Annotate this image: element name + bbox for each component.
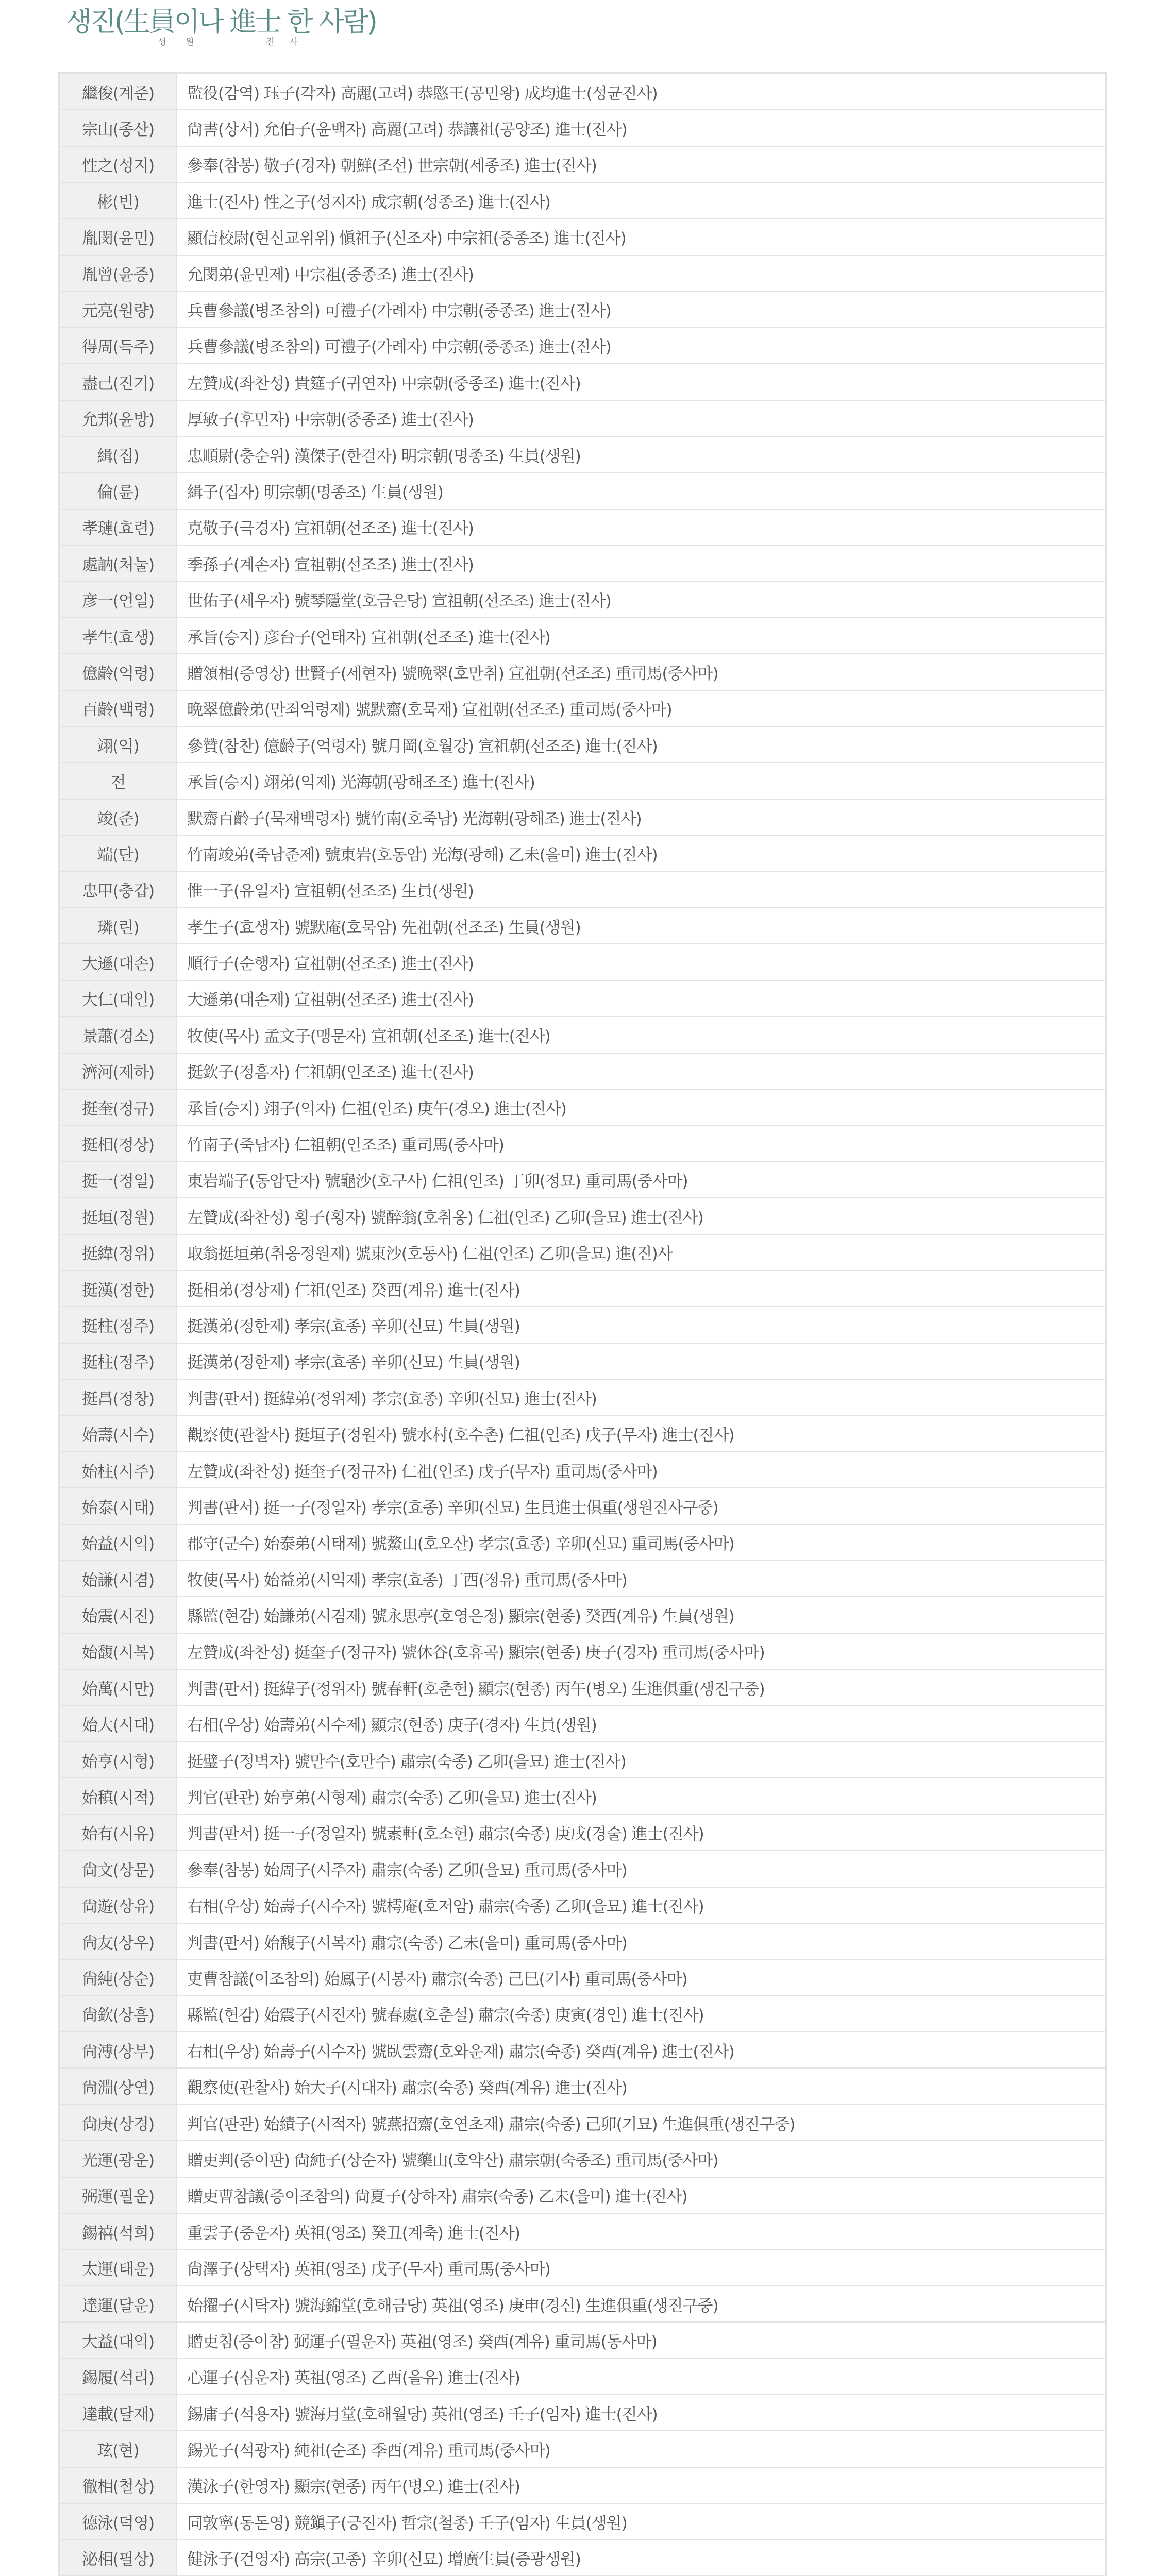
- person-name-cell: 尙遊(상유): [60, 1887, 176, 1923]
- table-row: [60, 581, 1106, 617]
- person-description-cell: 漢泳子(한영자) 顯宗(현종) 丙午(병오) 進士(진사): [176, 2467, 1106, 2503]
- person-description-cell: 進士(진사) 性之子(성지자) 成宗朝(성종조) 進士(진사): [176, 182, 1106, 218]
- table-row: [60, 1633, 1106, 1669]
- person-name-cell: 挺昌(정창): [60, 1379, 176, 1415]
- table-row: [60, 328, 1106, 364]
- person-description-cell: 牧使(목사) 孟文子(맹문자) 宣祖朝(선조조) 進士(진사): [176, 1016, 1106, 1053]
- table-row: [60, 2141, 1106, 2177]
- person-name-cell: 始有(시유): [60, 1815, 176, 1851]
- table-row: [60, 944, 1106, 980]
- person-description-cell: 觀察使(관찰사) 挺垣子(정원자) 號水村(호수촌) 仁祖(인조) 戊子(무자) 進士(진사): [176, 1415, 1106, 1451]
- person-name-cell: 元亮(원량): [60, 291, 176, 327]
- person-name-cell: 尙淵(상연): [60, 2068, 176, 2104]
- table-row: [60, 1307, 1106, 1343]
- table-row: [60, 2359, 1106, 2395]
- person-description-cell: 挺璧子(정벽자) 號만수(호만수) 肅宗(숙종) 乙卯(을묘) 進士(진사): [176, 1742, 1106, 1778]
- person-description-cell: 判書(판서) 始馥子(시복자) 肅宗(숙종) 乙未(을미) 重司馬(중사마): [176, 1923, 1106, 1959]
- ruby-annotation: 진: [266, 37, 275, 47]
- person-description-cell: 判書(판서) 挺一子(정일자) 號素軒(호소헌) 肅宗(숙종) 庚戌(경술) 進士(진사): [176, 1815, 1106, 1851]
- person-description-cell: 尙澤子(상택자) 英祖(영조) 戊子(무자) 重司馬(중사마): [176, 2249, 1106, 2285]
- table-row: [60, 509, 1106, 545]
- person-name-cell: 始萬(시만): [60, 1669, 176, 1705]
- ruby-annotation: 생: [158, 37, 166, 47]
- person-description-cell: 判書(판서) 挺緯弟(정위제) 孝宗(효종) 辛卯(신묘) 進士(진사): [176, 1379, 1106, 1415]
- table-row: [60, 110, 1106, 146]
- table-row: [60, 146, 1106, 182]
- table-row: [60, 618, 1106, 654]
- person-name-cell: 始壽(시수): [60, 1415, 176, 1451]
- person-description-cell: 忠順尉(충순위) 漢傑子(한걸자) 明宗朝(명종조) 生員(생원): [176, 436, 1106, 472]
- person-description-cell: 郡守(군수) 始泰弟(시태제) 號鰲山(호오산) 孝宗(효종) 辛卯(신묘) 重司馬(중사마): [176, 1524, 1106, 1561]
- person-description-cell: 顯信校尉(현신교위위) 愼祖子(신조자) 中宗祖(중종조) 進士(진사): [176, 219, 1106, 255]
- table-row: [60, 1379, 1106, 1415]
- person-name-cell: 錫履(석리): [60, 2359, 176, 2395]
- person-name-cell: 宗山(종산): [60, 110, 176, 146]
- person-description-cell: 允閔弟(윤민제) 中宗祖(중종조) 進士(진사): [176, 255, 1106, 291]
- person-description-cell: 始擢子(시탁자) 號海錦堂(호해금당) 英祖(영조) 庚申(경신) 生進俱重(생진구중): [176, 2286, 1106, 2322]
- person-name-cell: 倫(륜): [60, 472, 176, 509]
- person-name-cell: 處訥(처눌): [60, 545, 176, 581]
- table-row: [60, 291, 1106, 327]
- person-name-cell: 始大(시대): [60, 1706, 176, 1742]
- person-name-cell: 始亨(시형): [60, 1742, 176, 1778]
- person-description-cell: 判書(판서) 挺一子(정일자) 孝宗(효종) 辛卯(신묘) 生員進士俱重(생원진사구중): [176, 1488, 1106, 1524]
- table-row: [60, 872, 1106, 908]
- table-row: [60, 1959, 1106, 1995]
- person-name-cell: 挺一(정일): [60, 1162, 176, 1198]
- person-name-cell: 緝(집): [60, 436, 176, 472]
- person-description-cell: 挺漢弟(정한제) 孝宗(효종) 辛卯(신묘) 生員(생원): [176, 1307, 1106, 1343]
- table-row: [60, 2032, 1106, 2068]
- person-name-cell: 始謙(시겸): [60, 1561, 176, 1597]
- person-description-cell: 承旨(승지) 彦台子(언태자) 宣祖朝(선조조) 進士(진사): [176, 618, 1106, 654]
- person-name-cell: 大遜(대손): [60, 944, 176, 980]
- person-description-cell: 惟一子(유일자) 宣祖朝(선조조) 生員(생원): [176, 872, 1106, 908]
- person-description-cell: 挺漢弟(정한제) 孝宗(효종) 辛卯(신묘) 生員(생원): [176, 1343, 1106, 1379]
- person-name-cell: 孝璉(효련): [60, 509, 176, 545]
- person-name-cell: 彬(빈): [60, 182, 176, 218]
- person-description-cell: 緝子(집자) 明宗朝(명종조) 生員(생원): [176, 472, 1106, 509]
- person-name-cell: 尙溥(상부): [60, 2032, 176, 2068]
- person-description-cell: 錫光子(석광자) 純祖(순조) 季酉(계유) 重司馬(중사마): [176, 2431, 1106, 2467]
- table-row: [60, 799, 1106, 835]
- person-description-cell: 縣監(현감) 始謙弟(시겸제) 號永思亭(호영은정) 顯宗(현종) 癸酉(계유) 生員(생원): [176, 1597, 1106, 1633]
- person-description-cell: 孝生子(효생자) 號默庵(호묵암) 先祖朝(선조조) 生員(생원): [176, 908, 1106, 944]
- person-description-cell: 大遜弟(대손제) 宣祖朝(선조조) 進士(진사): [176, 980, 1106, 1016]
- table-row: [60, 1488, 1106, 1524]
- person-description-cell: 竹南竣弟(죽남준제) 號東岩(호동암) 光海(광해) 乙未(을미) 進士(진사): [176, 835, 1106, 871]
- person-name-cell: 始馥(시복): [60, 1633, 176, 1669]
- person-name-cell: 錫禧(석희): [60, 2213, 176, 2249]
- table-row: [60, 1669, 1106, 1705]
- person-description-cell: 吏曹참議(이조참의) 始鳳子(시봉자) 肅宗(숙종) 己巳(기사) 重司馬(중사마): [176, 1959, 1106, 1995]
- person-description-cell: 世佑子(세우자) 號琴隱堂(호금은당) 宣祖朝(선조조) 進士(진사): [176, 581, 1106, 617]
- person-name-cell: 尙文(상문): [60, 1851, 176, 1887]
- person-name-cell: 大益(대익): [60, 2322, 176, 2358]
- table-row: [60, 400, 1106, 436]
- table-row: [60, 2249, 1106, 2285]
- person-name-cell: 孝生(효생): [60, 618, 176, 654]
- person-name-cell: 胤閔(윤민): [60, 219, 176, 255]
- person-description-cell: 季孫子(계손자) 宣祖朝(선조조) 進士(진사): [176, 545, 1106, 581]
- person-name-cell: 達運(달운): [60, 2286, 176, 2322]
- person-description-cell: 贈吏침(증이참) 弼運子(필운자) 英祖(영조) 癸酉(계유) 重司馬(동사마): [176, 2322, 1106, 2358]
- table-row: [60, 1815, 1106, 1851]
- person-description-cell: 右相(우상) 始壽子(시수자) 號臥雲齋(호와운재) 肅宗(숙종) 癸酉(계유) 進士(진사): [176, 2032, 1106, 2068]
- person-name-cell: 挺漢(정한): [60, 1270, 176, 1307]
- person-description-cell: 左贊成(좌찬성) 횡子(횡자) 號醉翁(호취옹) 仁祖(인조) 乙卯(을묘) 進士(진사): [176, 1198, 1106, 1234]
- person-description-cell: 東岩端子(동암단자) 號龜沙(호구사) 仁祖(인조) 丁卯(정묘) 重司馬(중사마): [176, 1162, 1106, 1198]
- table-row: [60, 1851, 1106, 1887]
- person-description-cell: 取翁挺垣弟(취옹정원제) 號東沙(호동사) 仁祖(인조) 乙卯(을묘) 進(진)사: [176, 1234, 1106, 1270]
- person-description-cell: 左贊成(좌찬성) 貴筵子(귀연자) 中宗朝(중종조) 進士(진사): [176, 364, 1106, 400]
- person-name-cell: 始稹(시적): [60, 1778, 176, 1814]
- person-name-cell: 挺緯(정위): [60, 1234, 176, 1270]
- person-name-cell: 璘(린): [60, 908, 176, 944]
- person-name-cell: 始震(시진): [60, 1597, 176, 1633]
- table-row: [60, 1415, 1106, 1451]
- table-row: [60, 908, 1106, 944]
- table-row: [60, 1270, 1106, 1307]
- person-name-cell: 始益(시익): [60, 1524, 176, 1561]
- person-name-cell: 太運(태운): [60, 2249, 176, 2285]
- roster-table-body: [60, 74, 1106, 2576]
- table-row: [60, 255, 1106, 291]
- person-name-cell: 億齡(억령): [60, 654, 176, 690]
- table-row: [60, 219, 1106, 255]
- table-row: [60, 74, 1106, 110]
- person-name-cell: 大仁(대인): [60, 980, 176, 1016]
- table-row: [60, 726, 1106, 762]
- table-row: [60, 436, 1106, 472]
- person-description-cell: 重雲子(중운자) 英祖(영조) 癸丑(계축) 進士(진사): [176, 2213, 1106, 2249]
- person-description-cell: 左贊成(좌찬성) 挺奎子(정규자) 號休谷(호휴곡) 顯宗(현종) 庚子(경자) 重司馬(중사마): [176, 1633, 1106, 1669]
- person-name-cell: 始泰(시태): [60, 1488, 176, 1524]
- person-description-cell: 心運子(심운자) 英祖(영조) 乙酉(을유) 進士(진사): [176, 2359, 1106, 2395]
- person-name-cell: 전: [60, 762, 176, 799]
- table-row: [60, 2286, 1106, 2322]
- table-row: [60, 545, 1106, 581]
- person-description-cell: 健泳子(건영자) 高宗(고종) 辛卯(신묘) 增廣生員(증광생원): [176, 2540, 1106, 2576]
- person-name-cell: 玹(현): [60, 2431, 176, 2467]
- person-name-cell: 挺柱(정주): [60, 1343, 176, 1379]
- person-name-cell: 端(단): [60, 835, 176, 871]
- person-name-cell: 光運(광운): [60, 2141, 176, 2177]
- table-row: [60, 2213, 1106, 2249]
- table-row: [60, 1524, 1106, 1561]
- table-row: [60, 1016, 1106, 1053]
- person-description-cell: 縣監(현감) 始震子(시진자) 號春處(호춘설) 肅宗(숙종) 庚寅(경인) 進士(진사): [176, 1996, 1106, 2032]
- person-name-cell: 胤曾(윤증): [60, 255, 176, 291]
- table-row: [60, 835, 1106, 871]
- ruby-annotation: 원: [186, 37, 194, 47]
- person-name-cell: 挺垣(정원): [60, 1198, 176, 1234]
- person-description-cell: 晩翠億齡弟(만죄억령제) 號默齋(호묵재) 宣祖朝(선조조) 重司馬(중사마): [176, 690, 1106, 726]
- person-name-cell: 忠甲(충갑): [60, 872, 176, 908]
- table-row: [60, 1778, 1106, 1814]
- table-row: [60, 1706, 1106, 1742]
- table-row: [60, 182, 1106, 218]
- person-name-cell: 竣(준): [60, 799, 176, 835]
- table-row: [60, 1125, 1106, 1161]
- person-description-cell: 克敬子(극경자) 宣祖朝(선조조) 進士(진사): [176, 509, 1106, 545]
- table-row: [60, 2431, 1106, 2467]
- table-row: [60, 690, 1106, 726]
- person-description-cell: 承旨(승지) 翊子(익자) 仁祖(인조) 庚午(경오) 進士(진사): [176, 1089, 1106, 1125]
- person-name-cell: 始柱(시주): [60, 1452, 176, 1488]
- table-row: [60, 1343, 1106, 1379]
- person-description-cell: 判官(판관) 始績子(시적자) 號燕招齋(호연초재) 肅宗(숙종) 己卯(기묘) 生進俱重(생진구중): [176, 2105, 1106, 2141]
- person-name-cell: 百齡(백령): [60, 690, 176, 726]
- person-description-cell: 參贊(참찬) 億齡子(억령자) 號月岡(호월강) 宣祖朝(선조조) 進士(진사): [176, 726, 1106, 762]
- table-row: [60, 1452, 1106, 1488]
- person-description-cell: 挺相弟(정상제) 仁祖(인조) 癸酉(계유) 進士(진사): [176, 1270, 1106, 1307]
- table-row: [60, 2503, 1106, 2539]
- table-row: [60, 980, 1106, 1016]
- table-row: [60, 472, 1106, 509]
- person-name-cell: 得周(득주): [60, 328, 176, 364]
- page-title: 생진(生員이나 進士 한 사람): [66, 7, 376, 38]
- table-row: [60, 1053, 1106, 1089]
- person-name-cell: 性之(성지): [60, 146, 176, 182]
- table-row: [60, 364, 1106, 400]
- table-row: [60, 1742, 1106, 1778]
- person-description-cell: 兵曹參議(병조참의) 可禮子(가례자) 中宗朝(중종조) 進士(진사): [176, 328, 1106, 364]
- ruby-annotation: 사: [290, 37, 298, 47]
- person-description-cell: 參奉(참봉) 始周子(시주자) 肅宗(숙종) 乙卯(을묘) 重司馬(중사마): [176, 1851, 1106, 1887]
- person-description-cell: 右相(우상) 始壽弟(시수제) 顯宗(현종) 庚子(경자) 生員(생원): [176, 1706, 1106, 1742]
- person-name-cell: 尙欽(상흠): [60, 1996, 176, 2032]
- person-name-cell: 弼運(필운): [60, 2177, 176, 2213]
- table-row: [60, 2540, 1106, 2576]
- person-description-cell: 右相(우상) 始壽子(시수자) 號樗庵(호저암) 肅宗(숙종) 乙卯(을묘) 進士(진사): [176, 1887, 1106, 1923]
- person-name-cell: 濟河(제하): [60, 1053, 176, 1089]
- table-row: [60, 654, 1106, 690]
- table-row: [60, 1561, 1106, 1597]
- person-name-cell: 挺相(정상): [60, 1125, 176, 1161]
- person-description-cell: 監役(감역) 珏子(각자) 高麗(고려) 恭愍王(공민왕) 成均進士(성균진사): [176, 74, 1106, 110]
- person-description-cell: 判書(판서) 挺緯子(정위자) 號春軒(호춘헌) 顯宗(현종) 丙午(병오) 生進俱重(생진구중): [176, 1669, 1106, 1705]
- person-description-cell: 竹南子(죽남자) 仁祖朝(인조조) 重司馬(중사마): [176, 1125, 1106, 1161]
- person-name-cell: 挺奎(정규): [60, 1089, 176, 1125]
- person-description-cell: 牧使(목사) 始益弟(시익제) 孝宗(효종) 丁酉(정유) 重司馬(중사마): [176, 1561, 1106, 1597]
- person-description-cell: 參奉(참봉) 敬子(경자) 朝鮮(조선) 世宗朝(세종조) 進士(진사): [176, 146, 1106, 182]
- person-name-cell: 景蕭(경소): [60, 1016, 176, 1053]
- person-description-cell: 觀察使(관찰사) 始大子(시대자) 肅宗(숙종) 癸酉(계유) 進士(진사): [176, 2068, 1106, 2104]
- table-row: [60, 1162, 1106, 1198]
- person-description-cell: 左贊成(좌찬성) 挺奎子(정규자) 仁祖(인조) 戊子(무자) 重司馬(중사마): [176, 1452, 1106, 1488]
- person-name-cell: 尙友(상우): [60, 1923, 176, 1959]
- person-description-cell: 默齋百齡子(묵재백령자) 號竹南(호죽남) 光海朝(광해조) 進士(진사): [176, 799, 1106, 835]
- table-row: [60, 1234, 1106, 1270]
- person-description-cell: 順行子(순행자) 宣祖朝(선조조) 進士(진사): [176, 944, 1106, 980]
- person-description-cell: 錫庸子(석용자) 號海月堂(호해월당) 英祖(영조) 壬子(임자) 進士(진사): [176, 2395, 1106, 2431]
- roster-table: [58, 72, 1107, 2576]
- person-name-cell: 德泳(덕영): [60, 2503, 176, 2539]
- table-row: [60, 1996, 1106, 2032]
- person-name-cell: 尙庚(상경): [60, 2105, 176, 2141]
- person-name-cell: 徹相(철상): [60, 2467, 176, 2503]
- person-description-cell: 贈領相(증영상) 世賢子(세현자) 號晩翠(호만취) 宣祖朝(선조조) 重司馬(중사마): [176, 654, 1106, 690]
- table-row: [60, 2177, 1106, 2213]
- table-row: [60, 1887, 1106, 1923]
- person-description-cell: 挺欽子(정흠자) 仁祖朝(인조조) 進士(진사): [176, 1053, 1106, 1089]
- person-name-cell: 泌相(필상): [60, 2540, 176, 2576]
- page-title-block: [66, 4, 375, 47]
- person-description-cell: 同敦寧(동돈영) 競鎭子(긍진자) 哲宗(철종) 壬子(임자) 生員(생원): [176, 2503, 1106, 2539]
- person-description-cell: 贈吏判(증이판) 尙純子(상순자) 號藥山(호약산) 肅宗朝(숙종조) 重司馬(중사마): [176, 2141, 1106, 2177]
- table-row: [60, 2105, 1106, 2141]
- table-row: [60, 2068, 1106, 2104]
- table-row: [60, 1089, 1106, 1125]
- person-description-cell: 贈吏曹참議(증이조참의) 尙夏子(상하자) 肅宗(숙종) 乙未(을미) 進士(진사): [176, 2177, 1106, 2213]
- person-description-cell: 兵曹參議(병조참의) 可禮子(가례자) 中宗朝(중종조) 進士(진사): [176, 291, 1106, 327]
- table-row: [60, 2322, 1106, 2358]
- person-description-cell: 厚敏子(후민자) 中宗朝(중종조) 進士(진사): [176, 400, 1106, 436]
- person-name-cell: 達載(달재): [60, 2395, 176, 2431]
- table-row: [60, 2467, 1106, 2503]
- person-name-cell: 尙純(상순): [60, 1959, 176, 1995]
- person-name-cell: 盡己(진기): [60, 364, 176, 400]
- person-name-cell: 允邦(윤방): [60, 400, 176, 436]
- person-description-cell: 尙書(상서) 允伯子(윤백자) 高麗(고려) 恭讓祖(공양조) 進士(진사): [176, 110, 1106, 146]
- table-row: [60, 1198, 1106, 1234]
- table-row: [60, 762, 1106, 799]
- person-description-cell: 承旨(승지) 翊弟(익제) 光海朝(광해조조) 進士(진사): [176, 762, 1106, 799]
- person-description-cell: 判官(판관) 始亨弟(시형제) 肅宗(숙종) 乙卯(을묘) 進士(진사): [176, 1778, 1106, 1814]
- table-row: [60, 1597, 1106, 1633]
- person-name-cell: 挺柱(정주): [60, 1307, 176, 1343]
- table-row: [60, 1923, 1106, 1959]
- table-row: [60, 2395, 1106, 2431]
- person-name-cell: 彦一(언일): [60, 581, 176, 617]
- person-name-cell: 繼俊(계준): [60, 74, 176, 110]
- person-name-cell: 翊(익): [60, 726, 176, 762]
